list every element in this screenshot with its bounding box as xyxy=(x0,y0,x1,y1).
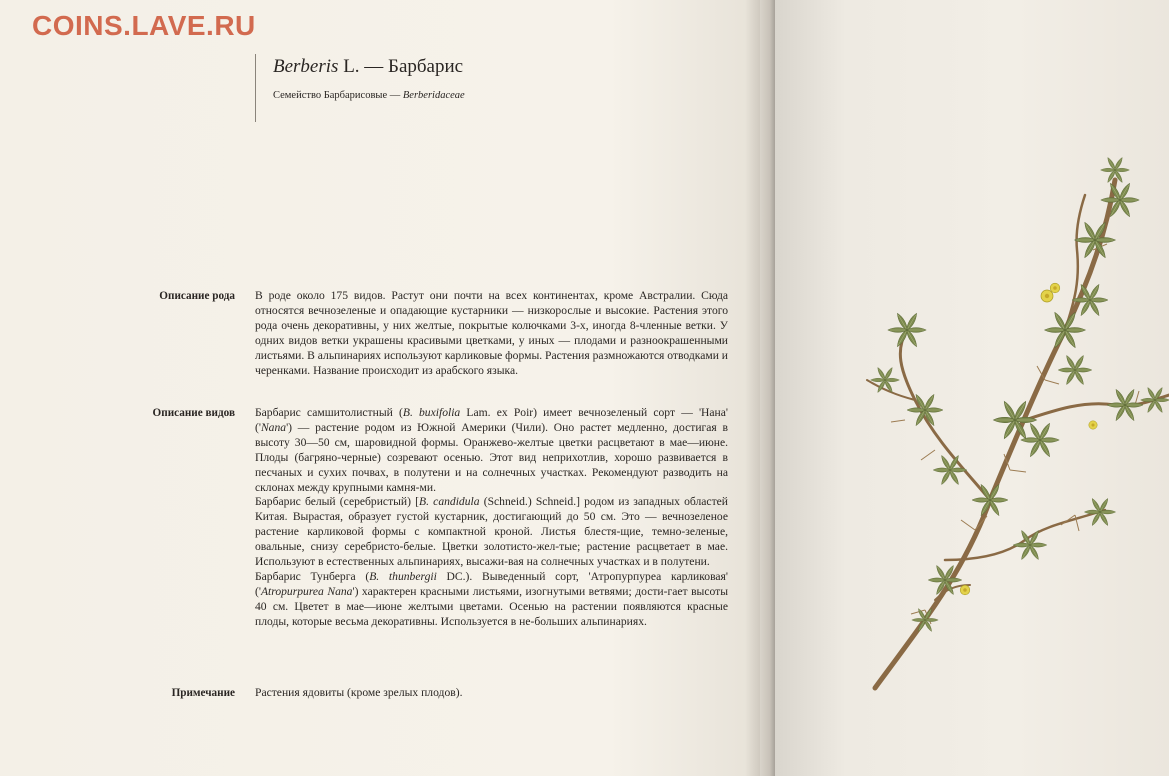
text-run: DC.). Выведенный сорт, 'Атропурпуреа карликовая' (' xyxy=(255,569,728,598)
genus-title xyxy=(273,54,465,80)
text-run: Барбарис белый (серебристый) [ xyxy=(255,495,420,509)
right-page xyxy=(775,0,1169,776)
family-line xyxy=(273,90,465,101)
genus-description-label: Описание рода xyxy=(159,290,235,302)
text-run: Барбарис самшитолистный ( xyxy=(255,406,403,419)
genus-latin: Berberis xyxy=(273,56,339,77)
latin-name: B. candidula xyxy=(419,495,480,509)
genus-description-text xyxy=(255,289,728,378)
latin-name: Nana xyxy=(260,420,287,434)
family-latin: Berberidaceae xyxy=(402,90,465,101)
species-description-label: Описание видов xyxy=(152,407,235,419)
site-watermark: COINS.LAVE.RU xyxy=(32,10,256,41)
note-text xyxy=(255,686,728,701)
species-paragraph-thunbergii xyxy=(255,570,728,630)
latin-name: B. buxifolia xyxy=(402,406,461,419)
species-paragraph-buxifolia xyxy=(255,406,728,495)
latin-name: B. thunbergii xyxy=(369,569,437,583)
text-run: (Schneid.) Schneid.] родом из западных областей Китая. Вырастая, образует густой кустарник, достигающий до 50 см. Это — вечнозеленое растение карликовой формы с компактной кроной. Листья блестя-щие, темно-зеленые, овальные, снизу серебристо-белые. Цветки золотисто-жел-тые; растение расцветает в мае. Используют в естественных альпинариях, высажи-вая на солнечных участках и в полутени. xyxy=(255,495,728,569)
genus-russian: Барбарис xyxy=(388,56,464,77)
text-run: Lam. ex Poir) имеет вечнозеленый сорт — 'Нана' (' xyxy=(255,406,728,434)
species-paragraph-candidula xyxy=(255,495,728,570)
genus-author: L. xyxy=(343,56,360,77)
text-run: ') — растение родом из Южной Америки (Чили). Оно растет медленно, достигая в высоту 30—50 см, шаровидной формы. Оранжево-желтые цветки расцветают в мае—июне. Плоды (багряно-черные) созревают осенью. Этот вид неприхотлив, хорошо развивается в песчаных и сухих почвах, в полутени и на солнечных участках. Рекомендуют разводить на склонах между крупными камня-ми. xyxy=(255,420,728,494)
note-label: Примечание xyxy=(171,687,235,699)
family-russian: Семейство Барбарисовые — xyxy=(273,90,403,101)
text-run: ') характерен красными листьями, изогнутыми ветвями; дости-гает высоты 40 см. Цветет в мае—июне желтыми цветами. Осенью на растении появляются красные плоды, которые весьма декоративны. Используется в не-больших альпинариях. xyxy=(255,584,728,628)
barberry-branch-illustration xyxy=(775,0,1169,776)
species-description-text xyxy=(255,406,728,630)
latin-name: Atropurpurea Nana xyxy=(260,584,353,598)
text-run: Барбарис Тунберга ( xyxy=(255,569,370,583)
note-paragraph: Растения ядовиты (кроме зрелых плодов). xyxy=(255,686,463,699)
genus-separator: — xyxy=(359,56,389,77)
page-title-block xyxy=(255,54,465,122)
genus-paragraph: В роде около 175 видов. Растут они почти на всех континентах, кроме Австралии. Сюда относятся вечнозеленые и опадающие кустарники — низкорослые и высокие. Растения этого рода очень декоративны, у них желтые, покрытые колючками 3-х, иногда 8-членные ветки. У одних видов ветки украшены красивыми цветками, у иных — плодами и разноокрашенными листьями. В альпинариях используют карликовые формы. Растения размножаются отводками и черенками. Название происходит из арабского языка. xyxy=(255,289,728,377)
